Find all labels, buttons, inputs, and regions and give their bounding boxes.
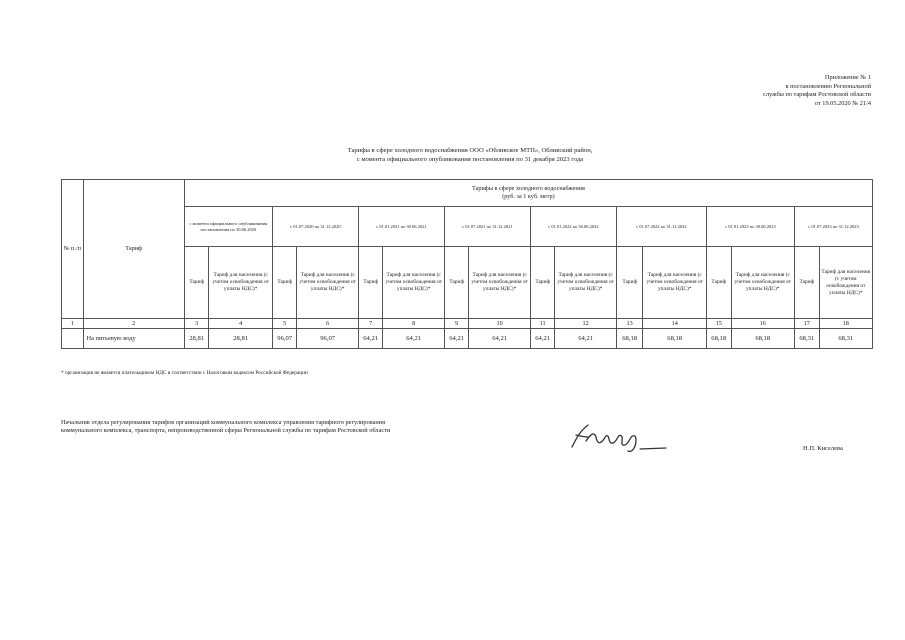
period-header: с 01.07.2021 по 31.12.2021 bbox=[444, 207, 530, 247]
signatory-name: Н.П. Киселева bbox=[803, 445, 843, 452]
population-tariff-value-cell: 64,21 bbox=[555, 329, 616, 349]
document-title bbox=[300, 146, 640, 164]
column-number: 5 bbox=[272, 319, 297, 329]
column-number: 14 bbox=[643, 319, 706, 329]
appendix-note bbox=[763, 74, 871, 108]
population-tariff-value-cell: 68,18 bbox=[643, 329, 706, 349]
subheader-population-tariff: Тариф для населения (с учетом освобождения от уплаты НДС)* bbox=[555, 247, 616, 319]
column-number: 11 bbox=[530, 319, 555, 329]
column-number: 2 bbox=[83, 319, 184, 329]
column-number: 8 bbox=[383, 319, 444, 329]
tariff-value-cell: 64,21 bbox=[444, 329, 469, 349]
column-number: 17 bbox=[794, 319, 819, 329]
tariff-value-cell: 64,21 bbox=[358, 329, 383, 349]
tariff-value-cell: 28,81 bbox=[184, 329, 209, 349]
title-line: Тарифы в сфере холодного водоснабжения ООО «Обливское МТП», Обливский район, bbox=[347, 147, 593, 154]
tariff-value-cell: 68,18 bbox=[616, 329, 643, 349]
subheader-tariff: Тариф bbox=[530, 247, 555, 319]
column-number: 15 bbox=[706, 319, 731, 329]
appendix-line: от 19.05.2020 № 21/4 bbox=[814, 99, 871, 107]
header-group bbox=[184, 180, 872, 207]
tariff-table bbox=[61, 179, 873, 349]
row-tariff-name: На питьевую воду bbox=[83, 329, 184, 349]
column-number: 4 bbox=[209, 319, 272, 329]
subheader-tariff: Тариф bbox=[616, 247, 643, 319]
header-tariff: Тариф bbox=[83, 180, 184, 319]
subheader-population-tariff: Тариф для населения (с учетом освобождения от уплаты НДС)* bbox=[383, 247, 444, 319]
tariff-value-cell: 68,18 bbox=[706, 329, 731, 349]
period-header: с 01.01.2023 по 30.06.2023 bbox=[706, 207, 794, 247]
period-header: с 01.01.2021 по 30.06.2021 bbox=[358, 207, 444, 247]
population-tariff-value-cell: 68,18 bbox=[731, 329, 794, 349]
period-header: с 01.07.2022 по 31.12.2022 bbox=[616, 207, 706, 247]
column-number: 12 bbox=[555, 319, 616, 329]
population-tariff-value-cell: 28,81 bbox=[209, 329, 272, 349]
population-tariff-value-cell: 64,21 bbox=[469, 329, 530, 349]
subheader-population-tariff: Тариф для населения (с учетом освобождения от уплаты НДС)* bbox=[209, 247, 272, 319]
column-number: 3 bbox=[184, 319, 209, 329]
column-number: 10 bbox=[469, 319, 530, 329]
period-header: с 01.01.2022 по 30.06.2022 bbox=[530, 207, 616, 247]
appendix-line: службы по тарифам Ростовской области bbox=[763, 91, 871, 99]
header-row-number: № п./п bbox=[62, 180, 84, 319]
period-header: с 01.07.2023 по 31.12.2023 bbox=[794, 207, 872, 247]
subheader-population-tariff: Тариф для населения (с учетом освобождения от уплаты НДС)* bbox=[469, 247, 530, 319]
subheader-tariff: Тариф bbox=[184, 247, 209, 319]
subheader-tariff: Тариф bbox=[358, 247, 383, 319]
header-group-line: (руб. за 1 куб. метр) bbox=[502, 193, 555, 200]
subheader-population-tariff: Тариф для населения (с учетом освобождения от уплаты НДС)* bbox=[297, 247, 358, 319]
tariff-value-cell: 96,07 bbox=[272, 329, 297, 349]
subheader-population-tariff: Тариф для населения (с учетом освобождения от уплаты НДС)* bbox=[819, 247, 872, 319]
signatory-position: Начальник отдела регулирования тарифов организаций коммунального комплекса управления тарифного регулирования коммунального комплекса, транспорта, непроизводственной сферы Региональной службы по тарифам Ростовской области bbox=[61, 419, 391, 435]
table-row bbox=[62, 329, 873, 349]
subheader-tariff: Тариф bbox=[794, 247, 819, 319]
tariff-value-cell: 68,31 bbox=[794, 329, 819, 349]
population-tariff-value-cell: 64,21 bbox=[383, 329, 444, 349]
column-number: 7 bbox=[358, 319, 383, 329]
tariff-value-cell: 64,21 bbox=[530, 329, 555, 349]
column-number: 9 bbox=[444, 319, 469, 329]
column-number: 13 bbox=[616, 319, 643, 329]
population-tariff-value-cell: 68,31 bbox=[819, 329, 872, 349]
row-number-cell bbox=[62, 329, 84, 349]
period-header: с момента официального опубликования постановления по 30.06.2020 bbox=[184, 207, 272, 247]
header-group-line: Тарифы в сфере холодного водоснабжения bbox=[472, 185, 585, 192]
subheader-population-tariff: Тариф для населения (с учетом освобождения от уплаты НДС)* bbox=[731, 247, 794, 319]
column-number: 18 bbox=[819, 319, 872, 329]
subheader-tariff: Тариф bbox=[444, 247, 469, 319]
appendix-line: к постановлению Региональной bbox=[785, 82, 871, 90]
column-number: 6 bbox=[297, 319, 358, 329]
period-header: с 01.07.2020 по 31.12.2020 bbox=[272, 207, 358, 247]
vat-footnote: * организация не является плательщиком НДС в соответствии с Налоговым кодексом Российской Федерации bbox=[61, 370, 308, 376]
title-line: с момента официального опубликования постановления по 31 декабря 2023 года bbox=[356, 156, 584, 163]
subheader-tariff: Тариф bbox=[706, 247, 731, 319]
subheader-tariff: Тариф bbox=[272, 247, 297, 319]
appendix-line: Приложение № 1 bbox=[824, 74, 871, 81]
subheader-population-tariff: Тариф для населения (с учетом освобождения от уплаты НДС)* bbox=[643, 247, 706, 319]
handwritten-signature bbox=[566, 417, 676, 459]
column-number: 1 bbox=[62, 319, 84, 329]
population-tariff-value-cell: 96,07 bbox=[297, 329, 358, 349]
column-number: 16 bbox=[731, 319, 794, 329]
